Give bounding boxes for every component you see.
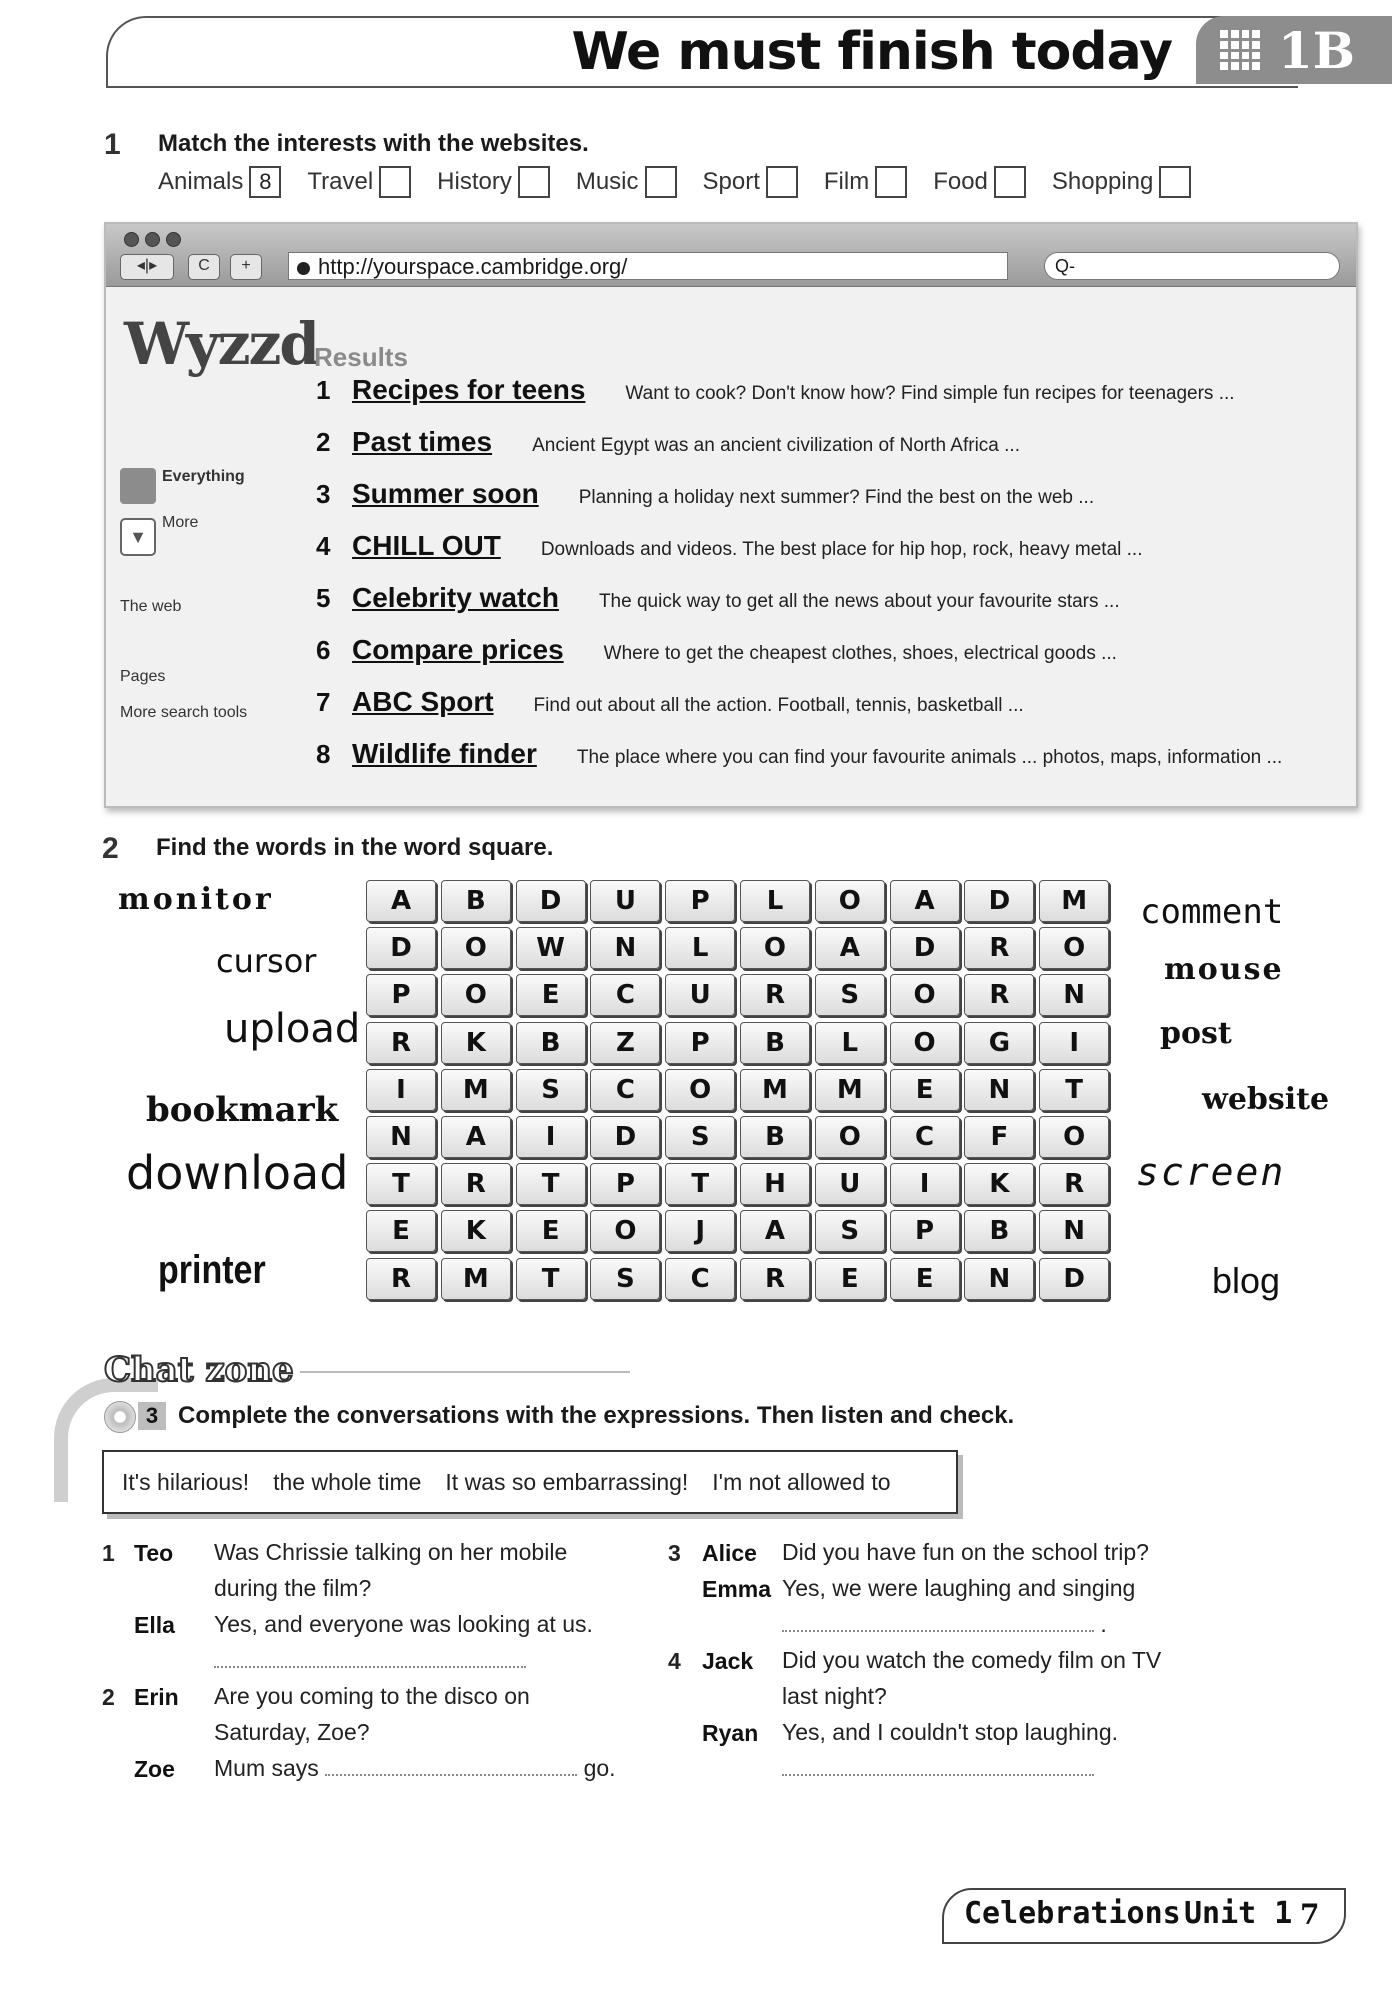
letter-cell[interactable]: D	[366, 927, 436, 969]
letter-cell[interactable]: D	[964, 880, 1034, 922]
result-link[interactable]: Celebrity watch	[352, 582, 559, 613]
letter-cell[interactable]: S	[815, 1210, 885, 1252]
speaker-name: Teo	[134, 1540, 174, 1566]
dialogue-line: Yes, we were laughing and singing	[782, 1575, 1136, 1601]
letter-cell[interactable]: N	[1039, 974, 1109, 1016]
letter-cell[interactable]: P	[665, 880, 735, 922]
word-comment: comment	[1140, 892, 1284, 932]
interest-label: Sport	[702, 168, 760, 195]
letter-cell[interactable]: T	[1039, 1069, 1109, 1111]
dialogue-line: during the film?	[214, 1575, 372, 1601]
letter-cell[interactable]: D	[1039, 1258, 1109, 1300]
answer-line[interactable]	[214, 1642, 526, 1678]
letter-cell[interactable]: N	[964, 1258, 1034, 1300]
word-screen: screen	[1136, 1150, 1286, 1194]
interest-label: Food	[933, 168, 988, 195]
dialogue-line	[782, 1606, 1107, 1642]
dialogue-text: go.	[583, 1755, 616, 1781]
unit-code: 1B	[1278, 20, 1356, 80]
result-number: 8	[316, 739, 331, 769]
result-item	[316, 478, 1094, 510]
speaker-name: Jack	[702, 1648, 754, 1674]
letter-cell[interactable]: O	[890, 974, 960, 1016]
result-number: 5	[316, 583, 331, 613]
back-forward-button[interactable]: ◂|▸	[120, 254, 174, 280]
conversation-number: 2	[102, 1684, 115, 1710]
dialogue-text: .	[1100, 1611, 1107, 1637]
expression: It was so embarrassing!	[445, 1468, 689, 1495]
add-tab-button[interactable]: +	[230, 254, 262, 280]
answer-line[interactable]	[782, 1750, 1094, 1786]
letter-cell[interactable]: C	[590, 974, 660, 1016]
letter-cell[interactable]: K	[441, 1210, 511, 1252]
speaker-name: Erin	[134, 1684, 179, 1710]
result-link[interactable]: Wildlife finder	[352, 738, 537, 769]
answer-box[interactable]	[994, 166, 1026, 198]
exercise-3-instruction: Complete the conversations with the expressions. Then listen and check.	[178, 1402, 1015, 1429]
search-icon: Q-	[1055, 256, 1075, 276]
result-item	[316, 374, 1235, 406]
interest-label: Travel	[307, 168, 374, 195]
word-cursor: cursor	[216, 942, 317, 980]
letter-cell[interactable]: B	[516, 1022, 586, 1064]
answer-box[interactable]	[379, 166, 411, 198]
letter-cell[interactable]: A	[740, 1210, 810, 1252]
letter-cell[interactable]: B	[441, 880, 511, 922]
letter-cell[interactable]: R	[441, 1163, 511, 1205]
letter-cell[interactable]: P	[890, 1210, 960, 1252]
letter-cell[interactable]: M	[1039, 880, 1109, 922]
letter-cell[interactable]: T	[665, 1163, 735, 1205]
close-dot-icon[interactable]	[124, 232, 139, 247]
zoom-dot-icon[interactable]	[166, 232, 181, 247]
letter-cell[interactable]: N	[964, 1069, 1034, 1111]
word-printer: printer	[158, 1248, 266, 1292]
sidebar-more[interactable]: More	[162, 514, 199, 531]
dialogue-line: Did you watch the comedy film on TV	[782, 1647, 1162, 1673]
sidebar-more-tools[interactable]: More search tools	[120, 704, 248, 721]
letter-cell[interactable]: Z	[590, 1022, 660, 1064]
result-description: The quick way to get all the news about your favourite stars ...	[598, 591, 1120, 612]
word-upload: upload	[224, 1006, 361, 1052]
letter-cell[interactable]: D	[890, 927, 960, 969]
dialogue-line: Yes, and I couldn't stop laughing.	[782, 1719, 1119, 1745]
letter-cell[interactable]: E	[890, 1069, 960, 1111]
answer-box[interactable]	[875, 166, 907, 198]
result-number: 7	[316, 687, 331, 717]
letter-cell[interactable]: E	[516, 974, 586, 1016]
letter-cell[interactable]: R	[1039, 1163, 1109, 1205]
letter-cell[interactable]: G	[964, 1022, 1034, 1064]
letter-cell[interactable]: A	[815, 927, 885, 969]
browser-window	[104, 222, 1358, 808]
result-item	[316, 426, 1020, 458]
url-text: http://yourspace.cambridge.org/	[318, 254, 628, 279]
interest-history	[437, 166, 550, 198]
interest-food	[933, 166, 1026, 198]
letter-cell[interactable]: O	[441, 974, 511, 1016]
result-number: 4	[316, 531, 331, 561]
result-link[interactable]: CHILL OUT	[352, 530, 501, 561]
letter-cell[interactable]: O	[740, 927, 810, 969]
result-item	[316, 582, 1120, 614]
letter-cell[interactable]: O	[815, 880, 885, 922]
letter-cell[interactable]: O	[1039, 1116, 1109, 1158]
speaker-name: Zoe	[134, 1756, 175, 1782]
word-monitor: monitor	[118, 882, 274, 917]
result-description: Downloads and videos. The best place for hip hop, rock, heavy metal ...	[540, 539, 1143, 560]
result-description: Want to cook? Don't know how? Find simple fun recipes for teenagers ...	[625, 383, 1235, 404]
letter-cell[interactable]: W	[516, 927, 586, 969]
interests-row	[158, 166, 1191, 198]
result-item	[316, 738, 1282, 770]
dialogue-line	[214, 1750, 616, 1786]
minimize-dot-icon[interactable]	[145, 232, 160, 247]
letter-cell[interactable]: O	[890, 1022, 960, 1064]
letter-cell[interactable]: O	[665, 1069, 735, 1111]
speaker-name: Ella	[134, 1612, 175, 1638]
result-description: The place where you can find your favourite animals ... photos, maps, information ...	[576, 747, 1283, 768]
result-number: 2	[316, 427, 331, 457]
letter-cell[interactable]: A	[441, 1116, 511, 1158]
conversation-number: 4	[668, 1648, 681, 1674]
everything-icon[interactable]	[120, 468, 156, 504]
letter-cell[interactable]: C	[665, 1258, 735, 1300]
interest-music	[576, 166, 677, 198]
letter-cell[interactable]: R	[964, 974, 1034, 1016]
letter-cell[interactable]: K	[441, 1022, 511, 1064]
dialogue-line: Was Chrissie talking on her mobile	[214, 1539, 568, 1565]
expressions-box	[102, 1450, 958, 1514]
letter-cell[interactable]: T	[516, 1163, 586, 1205]
letter-cell[interactable]: B	[740, 1022, 810, 1064]
letter-cell[interactable]: T	[516, 1258, 586, 1300]
word-mouse: mouse	[1164, 952, 1284, 987]
dialogue-line: Are you coming to the disco on	[214, 1683, 530, 1709]
letter-cell[interactable]: L	[740, 880, 810, 922]
letter-cell[interactable]: J	[665, 1210, 735, 1252]
search-field[interactable]	[1044, 252, 1340, 280]
speaker-name: Ryan	[702, 1720, 759, 1746]
result-link[interactable]: Recipes for teens	[352, 374, 586, 405]
chat-zone-rule	[300, 1371, 630, 1373]
letter-cell[interactable]: I	[366, 1069, 436, 1111]
letter-cell[interactable]: S	[665, 1116, 735, 1158]
word-square	[366, 880, 1114, 1305]
dialogue-line: Yes, and everyone was looking at us.	[214, 1611, 593, 1637]
letter-cell[interactable]: A	[366, 880, 436, 922]
interest-sport	[703, 166, 798, 198]
letter-cell[interactable]: K	[964, 1163, 1034, 1205]
letter-cell[interactable]: U	[815, 1163, 885, 1205]
letter-cell[interactable]: R	[366, 1258, 436, 1300]
dialogue-text: Mum says	[214, 1755, 319, 1781]
result-link[interactable]: Compare prices	[352, 634, 564, 665]
result-link[interactable]: Summer soon	[352, 478, 539, 509]
reload-button[interactable]: C	[188, 254, 220, 280]
word-download: download	[126, 1146, 349, 1200]
letter-cell[interactable]: P	[590, 1163, 660, 1205]
dialogue-line: Did you have fun on the school trip?	[782, 1539, 1149, 1565]
letter-cell[interactable]: I	[1039, 1022, 1109, 1064]
letter-cell[interactable]: E	[890, 1258, 960, 1300]
exercise-2-instruction: Find the words in the word square.	[156, 834, 554, 861]
sidebar-pages[interactable]: Pages	[120, 668, 166, 685]
result-description: Find out about all the action. Football, tennis, basketball ...	[533, 695, 1024, 716]
result-link[interactable]: Past times	[352, 426, 493, 457]
letter-cell[interactable]: R	[740, 974, 810, 1016]
letter-cell[interactable]: S	[590, 1258, 660, 1300]
answer-box[interactable]	[766, 166, 798, 198]
interest-film	[824, 166, 907, 198]
more-arrow-icon[interactable]: ▼	[120, 518, 156, 556]
letter-cell[interactable]: L	[815, 1022, 885, 1064]
sidebar-the-web[interactable]: The web	[120, 598, 182, 615]
window-controls	[124, 232, 181, 247]
grid-icon	[1220, 30, 1260, 70]
letter-cell[interactable]: U	[665, 974, 735, 1016]
result-number: 1	[316, 375, 331, 405]
letter-cell[interactable]: C	[590, 1069, 660, 1111]
letter-cell[interactable]: O	[590, 1210, 660, 1252]
result-link[interactable]: ABC Sport	[352, 686, 494, 717]
letter-cell[interactable]: C	[890, 1116, 960, 1158]
interest-label: Animals	[158, 168, 244, 195]
dialogue-line: last night?	[782, 1683, 887, 1709]
conversation-number: 1	[102, 1540, 115, 1566]
letter-cell[interactable]: N	[590, 927, 660, 969]
answer-box[interactable]	[518, 166, 550, 198]
result-item	[316, 530, 1142, 562]
letter-cell[interactable]: F	[964, 1116, 1034, 1158]
letter-cell[interactable]: M	[815, 1069, 885, 1111]
letter-cell[interactable]: A	[890, 880, 960, 922]
letter-cell[interactable]: E	[366, 1210, 436, 1252]
result-item	[316, 686, 1024, 718]
exercise-2-number: 2	[102, 832, 119, 865]
expression: It's hilarious!	[122, 1468, 250, 1495]
audio-cd-icon[interactable]	[104, 1401, 136, 1433]
browser-toolbar	[106, 224, 1356, 287]
interest-travel	[307, 166, 411, 198]
result-description: Where to get the cheapest clothes, shoes, electrical goods ...	[603, 643, 1117, 664]
letter-cell[interactable]: D	[516, 880, 586, 922]
word-blog: blog	[1212, 1260, 1281, 1301]
letter-cell[interactable]: B	[740, 1116, 810, 1158]
letter-cell[interactable]: E	[815, 1258, 885, 1300]
letter-cell[interactable]: I	[516, 1116, 586, 1158]
unit-badge	[1196, 16, 1392, 84]
letter-cell[interactable]: P	[366, 974, 436, 1016]
page-number: 7	[1300, 1898, 1320, 1931]
result-item	[316, 634, 1117, 666]
url-field[interactable]	[288, 252, 1008, 280]
interest-label: Film	[823, 168, 870, 195]
letter-cell[interactable]: I	[890, 1163, 960, 1205]
speaker-name: Alice	[702, 1540, 757, 1566]
interest-label: Shopping	[1051, 168, 1154, 195]
word-website: website	[1202, 1082, 1330, 1117]
result-number: 6	[316, 635, 331, 665]
site-logo: Wyzzd	[124, 310, 318, 378]
interest-label: Music	[575, 168, 639, 195]
letter-cell[interactable]: N	[1039, 1210, 1109, 1252]
exercise-1-instruction: Match the interests with the websites.	[158, 130, 589, 157]
expression: I'm not allowed to	[712, 1468, 891, 1495]
bullet-icon	[297, 262, 310, 275]
letter-cell[interactable]: L	[665, 927, 735, 969]
answer-box[interactable]	[1159, 166, 1191, 198]
letter-cell[interactable]: S	[815, 974, 885, 1016]
letter-cell[interactable]: P	[665, 1022, 735, 1064]
letter-cell[interactable]: H	[740, 1163, 810, 1205]
footer-unit-title: Celebrations	[964, 1896, 1181, 1931]
result-number: 3	[316, 479, 331, 509]
exercise-1-number: 1	[104, 128, 121, 161]
letter-cell[interactable]: S	[516, 1069, 586, 1111]
letter-cell[interactable]: M	[740, 1069, 810, 1111]
letter-cell[interactable]: M	[441, 1258, 511, 1300]
letter-cell[interactable]: T	[366, 1163, 436, 1205]
letter-cell[interactable]: D	[590, 1116, 660, 1158]
speaker-name: Emma	[702, 1576, 772, 1602]
letter-cell[interactable]: U	[590, 880, 660, 922]
letter-cell[interactable]: O	[441, 927, 511, 969]
exercise-3-number: 3	[138, 1402, 166, 1430]
answer-box[interactable]	[645, 166, 677, 198]
page-title: We must finish today	[571, 22, 1172, 82]
word-post: post	[1160, 1016, 1232, 1051]
letter-cell[interactable]: O	[1039, 927, 1109, 969]
interest-shopping	[1052, 166, 1191, 198]
letter-cell[interactable]: R	[964, 927, 1034, 969]
conversation-number: 3	[668, 1540, 681, 1566]
chat-zone-banner: Chat zone	[104, 1350, 294, 1390]
interest-label: History	[437, 168, 512, 195]
letter-cell[interactable]: N	[366, 1116, 436, 1158]
answer-blank[interactable]	[325, 1774, 577, 1776]
result-description: Planning a holiday next summer? Find the best on the web ...	[578, 487, 1095, 508]
letter-cell[interactable]: R	[740, 1258, 810, 1300]
results-label: Results	[314, 342, 408, 372]
dialogue-line: Saturday, Zoe?	[214, 1719, 370, 1745]
interest-animals	[158, 166, 281, 198]
letter-cell[interactable]: E	[516, 1210, 586, 1252]
letter-cell[interactable]: M	[441, 1069, 511, 1111]
letter-cell[interactable]: O	[815, 1116, 885, 1158]
result-description: Ancient Egypt was an ancient civilization of North Africa ...	[532, 435, 1020, 456]
answer-box[interactable]: 8	[249, 166, 281, 198]
footer-unit: Unit 1	[1184, 1896, 1293, 1931]
letter-cell[interactable]: R	[366, 1022, 436, 1064]
sidebar-everything[interactable]: Everything	[162, 468, 245, 485]
word-bookmark: bookmark	[146, 1090, 339, 1130]
expression: the whole time	[273, 1468, 422, 1495]
answer-blank[interactable]	[782, 1630, 1094, 1632]
letter-cell[interactable]: B	[964, 1210, 1034, 1252]
